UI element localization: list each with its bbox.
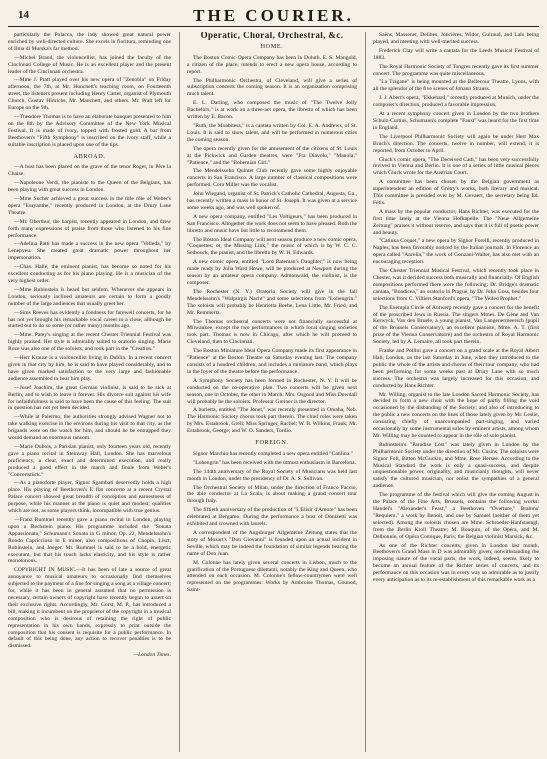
article-paragraph: The Boston Miniature Ideal Opera Company made its first appearance in "Patience" at the Boston Theatre on Saturday evening last. The company consists of a hundred children, and includes a miniature band, which plays in the foyer of the theatre before the performance. bbox=[187, 348, 357, 375]
article-paragraph: —Sims Reeves has evidently a fondness for farewell concerts, for he has not yet brought his remarkable vocal career to a close, although he started out to do so some (or rather many) months ago. bbox=[8, 309, 171, 330]
article-paragraph: The Royal Harmonic Society of Tongres recently gave its first summer concert. The programme was quite miscellaneous. bbox=[373, 63, 539, 77]
article-paragraph: "Ruth, the Moabitess," is a cantata written by Col. E. A. Andrews, of St. Louis. It is said to show talent, and will be performed in numerous cities the coming season. bbox=[187, 122, 357, 143]
col2-paragraphs-b bbox=[187, 451, 357, 594]
article-paragraph: —Michel Brand, the violoncellist, has joined the faculty of the Cincinnati College of Music. He is an excellent player and the present leader of the Cincinnati orchestra. bbox=[8, 54, 171, 75]
article-paragraph: Mr. Willing, organist to the late London Sacred Harmonic Society, has decided to form a new choir with the hope of partly filling the void occasioned by the disbanding of the Society; and also of introducing to the public a new concerts on the lines of those lately given by Mr. Leslie, consisting chiefly of unaccompanied part-singing, and varied occasionally by some instrumental solos by eminent artists, among whom Mr. Willing may be counted to appear in the rôle of solo pianist. bbox=[373, 391, 539, 439]
article-paragraph: —Herr Krause is a violoncellist living in Dublin. In a recent concert given in that city by him, he is said to have played considerably, and to have given marked satisfaction to the very large and fashionable audience assembled to hear him play. bbox=[8, 355, 171, 382]
article-paragraph: Saëns, Massenet, Delibes, Joncières, Widor, Guiraud, and Lalo being played, and meeting with well-merited success. bbox=[373, 32, 539, 45]
article-paragraph: —Mme Rubinstein is heard but seldom. Whenever she appears in London, seriously inclined amateurs are certain to form a goodly number of the large audiences that usually greet her. bbox=[8, 286, 171, 307]
col2-paragraphs-a bbox=[187, 55, 357, 435]
article-paragraph: The Philharmonic Orchestra, of Cleveland, will give a series of subscription concerts the coming season. It is an organization comprising much talent. bbox=[187, 77, 357, 98]
article-paragraph: A burletta, entitled "The Jonet," was recently presented in Omaha, Neb. The Harmonic Society chorus took part therein. The chief roles were taken by Mrs. Estabrook, Grell; Miss Springer, Rachel; W. B. Wilkins, Frank; Mr. Estabrook, George; and W. O. Sanders, Tordio. bbox=[187, 407, 357, 435]
article-paragraph: The Rochester (N. Y.) Oratorio Society will give in the fall Mendelssohn's "Walpurgis Nacht" and some selections from "Lohengrin." The soloists will probably be Henrietta Beebe, Lena Little, Mr. Fried, and Mr. Remmertz. bbox=[187, 288, 357, 316]
article-paragraph: Rubinstein's "Paradise Lost" was lately given in London by the Philharmonic Society under the direction of Mr. Cusins. The soloists were Signor Foli, Bitton McGuckin, and Mme. Rose Hersee. According to the Musical Standard the work is only a quasi-success, and despite unquestionable power, originality, and musicianly thoughts, will never satisfy the cultured musician, nor enlist the sympathies of a general audience. bbox=[373, 441, 539, 490]
article-paragraph: —Marie Dubois, a Parisian pianist, only fourteen years old, recently gave a piano recital in Steinway Hall, London. She has marvelous proficiency, a clear, exact and determined execution, and really produced a good effect in the march and finale from Weber's "Concertstück." bbox=[8, 443, 171, 478]
article-paragraph: A mass by the popular conductor, Hans Richter, was executed for the first time lately at the Vienna Hofkapelle. The "Neue Allgemeine Zeitung" praises it without reserve, and says that it is full of poetic power and beauty. bbox=[373, 208, 539, 236]
col1-paragraphs-b bbox=[8, 164, 171, 650]
article-paragraph: The Chester Triennial Musical Festival, which recently took place in Chester, was it decided success both musically and financially. Of English compositions performed there were the following: Dr. Bridge's dramatic cantata, "Boadicea," an oratorio in Prague, by Dr. John Goss, besides four selections from C. Villiers Stanford's opera, "The Veiled Prophet." bbox=[373, 268, 539, 302]
article-paragraph: The opera recently given for the amusement of the citizens of St. Louis at the Pickwick and Garden theatres, were "Fra Diavolo," "Manola," "Patience," and the "Bohemian Girl." bbox=[187, 145, 357, 166]
col3-paragraphs bbox=[373, 32, 539, 584]
article-paragraph: COPYRIGHT IN MUSIC.—It has been of late a source of great annoyance to musical amateurs to occasionally find themselves subjected to the payment of a fine for singing a song at a village concert; for, while it has been in general assumed that no permission is necessary, certain owners of copyright have recently begun to assert on their exclusive rights. Accordingly, Mr. Gorst, M. P., has introduced a bill, making it incumbent on the proprietor of the copyright in a musical composition who is desirous of retaining the right of public representation in his own hands, expressly to print outside the composition that his consent is requisite for a public performance. In default of this being done, any action to recover penalties is to be dismissed. bbox=[8, 567, 171, 650]
article-paragraph: "La Tzigane" is being mounted at the Bellecour Theatre, Lyons, with all the splendor of the five scenes of Johann Strauss. bbox=[373, 79, 539, 93]
page-number: 14 bbox=[18, 9, 29, 21]
article-paragraph: M. Colonne has lately given several concerts in Lisbon, much to the gratification of the Portuguese dilettanti, notably the King and Queen, who attended on each occasion. M. Colonne's fellow-countrymen were well represented on the programmes: Works by Ambroise Thomas, Gounod, Saint- bbox=[187, 559, 357, 594]
section-heading-foreign: FOREIGN. bbox=[255, 439, 289, 447]
article-paragraph: J. J. Abert's opera, "Ekkehard," recently produced at Munich, under the composer's direction, produced a favorable impression. bbox=[373, 95, 539, 109]
column-3 bbox=[373, 32, 539, 752]
article-paragraph: The programme of the festival which will give the coming August in the Palace of the Fine Arts, Brussels, contains the following works: Handel's "Alexander's Feast," a Beethoven "Overture," Brahms' "Requiem," a work by Benoit, and one by Samuel (neither of them yet selected). Among the soloists chosen are Mme. Schroeder-Hanfstaengl, from the Berlin Kroll Theatre; M. Bouquin, of the Opéra, and M. Delbonnie, of Opéra Comique, Paris; the Belgian violinist Marsick, &c. bbox=[373, 492, 539, 540]
article-paragraph: The Boston Ideal Company will next season produce a new comic opera, "Coquettes; or, the Missing Link," the music of which is by W. C. C. Seibouck, the pianist, and the libretto by W. H. Edwards. bbox=[187, 236, 357, 257]
article-paragraph: —While at Palermo, the authorities strongly advised Wagner not to take walking exercise in the environs during his visit to that city, as the brigands were on the watch for him, and should he be entrapped they would demand an enormous ransom. bbox=[8, 414, 171, 442]
article-paragraph: The Exempla Circle of Antwerp recently gave a concert for the benefit of the proscribed Jews in Russia. The singers Mmes. De Gène and Van Kerwyck, Van den Bruele, a young pianist, Van Langenermeersch (pupil of the Brussels Conservatory), an excellent pianiste, Mme. A. T. (first prize of the Vienna Conservatoire) and the orchestra of Royal Harmonic Society, led by A. Lemaire, all took part therein. bbox=[373, 304, 539, 346]
article-paragraph: A committee has been chosen by the Belgian government as superintendent an edition of Grétry's works, both literary and musical. This committee is presided over by M. Gevaert, the secretary being Ed. Fétis. bbox=[373, 179, 539, 206]
column-heading: Operatic, Choral, Orchestral, &c. bbox=[200, 32, 344, 40]
article-paragraph: The Boston Comic Opera Company has been in Duluth. E. S. Mangold, a citizen of the place, intends to erect a new opera house, according to report. bbox=[187, 54, 357, 75]
article-paragraph: —Mme J. Pratt played over his new opera of "Zenobia" on Friday afternoon, the 7th, at Mr. Hunchett's teaching room, on Fourteenth street, the listeners present including Henry Carter, organist of Plymouth Church, Gustav Hinrichs, Mr. Manchett, and others. Mr. Pratt left for Europe on the 9th. bbox=[8, 77, 171, 112]
article-paragraph: —Franz Rummel recently gave a piano recital in London, playing upon a Bechstein piano. His programme included the "Sonata Appassionata," Schumann's Sonata in G minor, Op. 22, Mendelssohn's Rondo Capriccioso in E minor, also compositions of Chopin, Liszt, Rubinstein, and Joeger. Mr. Rummel is said to be a bold, energetic executant, but that his touch lacks elasticity, and his style is rather monotonous. bbox=[8, 517, 171, 565]
article-paragraph: —Theodore Thomas is to have an elaborate banquet presented to him on the 8th by the Advisory Committee of the New York Musical Festival. It is made of ivory, topped with frosted gold. A bar from Beethoven's "Fifth Symphony" is inscribed on the ivory staff, while a suitable inscription is placed upon one of the tips. bbox=[8, 113, 171, 148]
article-paragraph: —Adelina Patti has made a success in the new opera "Velleda," by Lenepveu. She created great dramatic power throughout her impersonation. bbox=[8, 241, 171, 262]
article-paragraph: —Mme. Patey's singing at the recent Chester Triennial Festival was highly praised. Her style is admirably suited to oratorio singing. Marie Roze was also one of the soloists, and took part in the "Creation." bbox=[8, 332, 171, 353]
article-paragraph: Signor Marchio has recently completed a new opera entitled "Catilina." bbox=[193, 450, 353, 457]
article-paragraph: E. L. Darling, who composed the music of "The Twelve Jolly Bachelors," is at work on a three-act opera, the libretto of which has been written by E. Bacon. bbox=[187, 100, 357, 121]
article-paragraph: At a recent symphony concert given in London by the two brothers Schulz-Curtius, Schumann's complete "Faust" was heard for the first time in England. bbox=[373, 111, 539, 131]
col1-paragraphs-a bbox=[8, 32, 171, 149]
article-paragraph: John Wiegand, organist of St. Patrick's Catholic Cathedral, Augusta, Ga., has recently written a mass in honor of St. Joseph. It was given at a service some weeks ago, and was well spoken of. bbox=[187, 191, 357, 211]
article-paragraph: A correspondent of the Augsburger Allgemeine Zeitung states that the story of Mozart's "Don Giovanni" is founded upon an actual incident in Seville, which may be indeed the foundation of similar legends bearing the name of Don Juan. bbox=[187, 530, 357, 557]
article-paragraph: "Lohengrin" has been received with the utmost enthusiasm in Barcelona. bbox=[193, 459, 357, 466]
article-paragraph: The 144th anniversary of the Royal Society of Musicians was held last month in London, under the presidency of Dr. A. S. Sullivan. bbox=[187, 468, 357, 482]
column-rule bbox=[179, 32, 180, 752]
article-paragraph: Gluck's comic opera, "The Deceived Cadi," has been very successfully revived in Vienna and Berlin. It is one of a series of little musical pieces which Gluck wrote for the Austrian Court. bbox=[373, 156, 539, 177]
article-paragraph: —Chas. Hallé, the eminent pianist, has become so noted for his excellent conducting as for his piano playing. He is a musician of the very highest order. bbox=[8, 264, 171, 284]
masthead-title: THE COURIER. bbox=[193, 6, 354, 25]
column-1 bbox=[8, 32, 171, 752]
article-paragraph: Franke and Pollini gave a concert on a grand scale at the Royal Albert Hall, London, on the last Saturday in June, when they introduced to the public the whole of the artists and chorus of their tour company, who had been performing for some weeks past at Drury Lane with so much success. The orchestra was largely increased for this occasion, and conducted by Hans Richter. bbox=[373, 348, 539, 389]
article-paragraph: The fiftieth anniversary of the production of "L'Elisir d'Amore" has been celebrated at Bergamo. During the performance a bust of Donizetti was exhibited and crowned with laurels. bbox=[187, 507, 357, 528]
article-paragraph: —As a pianoforte player, Signor Sgambati deservedly holds a high place. His playing of Beethoven's E flat concerto at a recent Crystal Palace concert showed great breadth of conception and earnestness of purpose, while his manner at the piano is quiet and modest; qualities which are not, as some players think, incompatible with true genius. bbox=[8, 480, 171, 515]
article-paragraph: Frederick Clay will write a cantata for the Leeds Musical Festival of 1883. bbox=[373, 47, 539, 61]
article-paragraph: —Mr. Oberthur, the harpist, recently appeared in London, and drew forth many expressions of praise from those who listened to his fine performance. bbox=[8, 218, 171, 239]
article-paragraph: The Orchestral Society of Milan, under the direction of Franco Faccio, the able conductor at La Scala, is about making a grand concert tour through Italy. bbox=[187, 484, 357, 505]
column-2 bbox=[187, 32, 357, 752]
article-paragraph: —Mme Sucher achieved a great success in the title rôle of Weber's opera "Euryanthe," recently produced in London, at the Drury Lane Theatre. bbox=[8, 196, 171, 216]
article-paragraph: As one of the Richter concerts, given in London last month, Beethoven's Grand Mass in D was admirably given; notwithstanding the imposing nature of the vocal parts, the work, indeed, seems likely to become an annual feature of the Richter series of concerts, and its performance on this occasion was in every way so admirable as to justify every anticipation as to its re-establishment of this remarkable work as a bbox=[373, 542, 539, 584]
article-paragraph: The Mendelssohn Quintet Club recently gave some highly enjoyable concerts in San Francisco. A large number of classical compositions were performed. Cora Miller was the vocalist. bbox=[187, 168, 357, 189]
article-paragraph: —A bust has been placed on the grave of the tenor Roger, in Père la Chaise. bbox=[8, 164, 171, 178]
section-heading-abroad: ABROAD. bbox=[73, 152, 106, 160]
page-header bbox=[8, 4, 539, 27]
section-heading-home: HOME. bbox=[260, 42, 284, 50]
article-paragraph: —Napoleone Verdi, the pianiste to the Queen of the Belgians, has been playing with great success in London. bbox=[8, 180, 171, 194]
article-paragraph: A new comic opera, entitled "Lord Bateman's Daughter," is now being made ready by Julia Ward Howe, will be produced at Newport during the season by an amateur opera company. Admonwald, the violinist, is the composer. bbox=[187, 259, 357, 286]
article-paragraph: —Josef Joachim, the great German violinist, is said to be sick at Berlin, and to wish to leave it forever. His divorce suit against his wife for unfaithfulness is said to have been the cause of this feeling. The suit in question has not yet been decided. bbox=[8, 384, 171, 412]
article-paragraph: The Thomas orchestral concerts were not financially successful at Milwaukee, except the two performances in which local singing societies took part. Thomas is now in Chicago, after which he will proceed to Cleveland, then to Cincinnati. bbox=[187, 318, 357, 346]
article-paragraph: A new opera company, entitled "Les Voltigeurs," has been produced in San Francisco. Altogether the work does not seem to have pleased. Both the libretto and music have but little to recommend them. bbox=[187, 213, 357, 234]
article-paragraph: The Liverpool Philharmonic Society will again be under Herr Max Bruch's direction. The concerts, twelve in number, will extend, it is reported, from October to April. bbox=[373, 133, 539, 154]
article-paragraph: "Catinka Coquet," a new opera by Signor Forelli, recently produced in Naples, has been favorably noticed by the Italian journals. In Florence an opera called "Anrelia," the work of Gonzani-Walter, has also met with an encouraging reception. bbox=[373, 238, 539, 266]
article-paragraph: A Symphony Society has been formed in Rochester, N. Y. It will be conducted on the co-operative plan. Two concerts will be given next season, one in October, the other in March. Mrs. Osgood and Miss Dowdall will probably be the soloists. Professor Greiner is the director. bbox=[187, 377, 357, 405]
article-paragraph: particularly the Polacca, the lady showed great natural power enriched by well-directed culture. She excels in fioritura, reminding one of Ilma di Murska's far method. bbox=[8, 32, 171, 52]
column-rule bbox=[365, 32, 366, 752]
copyright-source: —London Times. bbox=[133, 652, 171, 659]
